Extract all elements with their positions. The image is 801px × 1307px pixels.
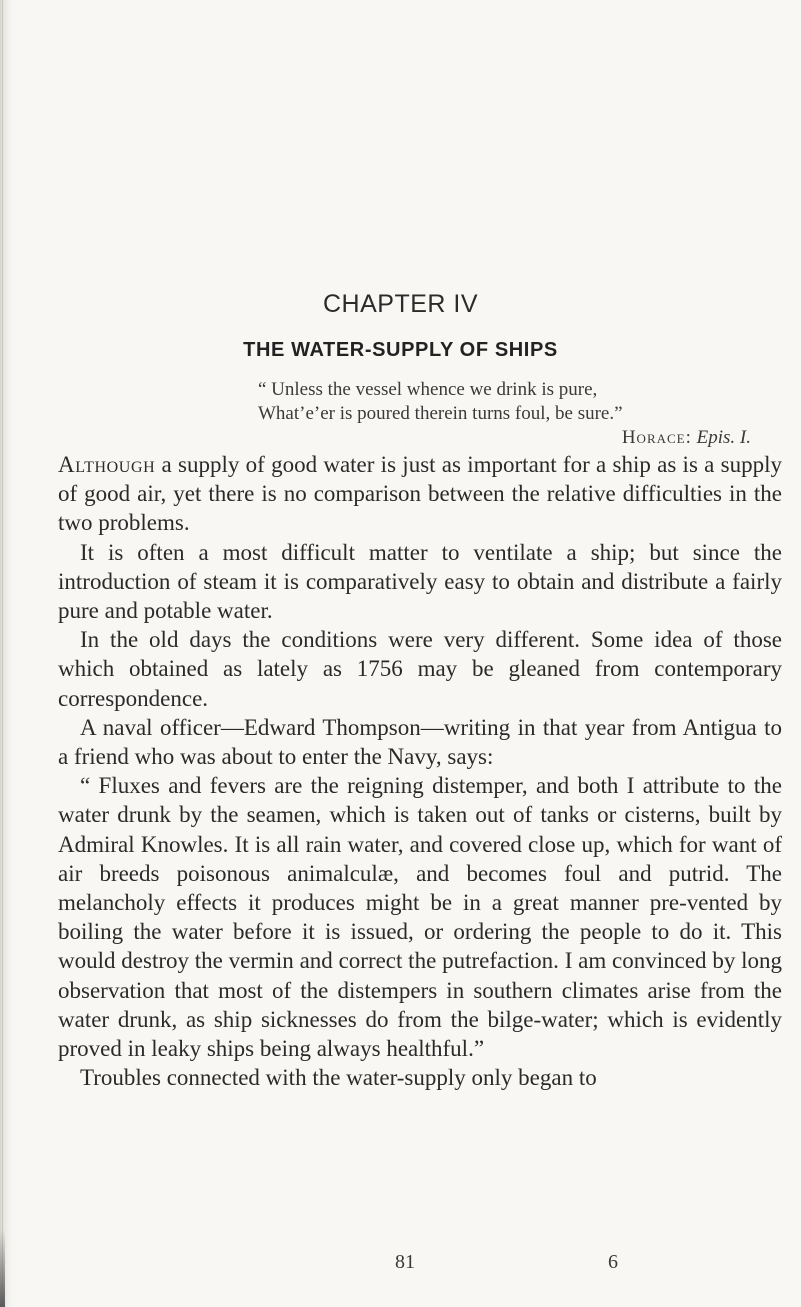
epigraph-attribution [258, 426, 778, 450]
epigraph-work: Epis. I. [696, 427, 751, 448]
paragraph-1 [58, 450, 782, 538]
epigraph-line-1: “ Unless the vessel whence we drink is pure, [258, 379, 598, 400]
paragraph-6: Troubles connected with the water-supply only began to [80, 1065, 597, 1091]
epigraph [258, 378, 778, 450]
binding-shadow-line [2, 0, 3, 1307]
chapter-title: THE WATER-SUPPLY OF SHIPS [243, 339, 558, 361]
chapter-number: CHAPTER IV [322, 290, 479, 318]
paragraph-1-lead-word: Although [58, 452, 156, 477]
paragraph-5-quotation: “ Fluxes and fevers are the reigning distemper, and both I attribute to the water drunk by the seamen, which is taken out of tanks or cisterns, built by Admiral Knowles. It is all rain water, and covered close up, which for want of air breeds poisonous animalculæ, and becomes foul and putrid. The melancholy effects it produces might be in a great manner pre-vented by boiling the water before it is issued, or ordering the people to do it. This would destroy the vermin and correct the putrefaction. I am convinced by long observation that most of the distempers in southern climates arise from the water drunk, as ship sicknesses do from the bilge-water; which is evidently proved in leaky ships being always healthful.” [58, 773, 782, 1062]
epigraph-line-2: What’e’er is poured therein turns foul, be sure.” [258, 403, 623, 424]
chapter-body [58, 450, 782, 1092]
epigraph-author: Horace: [621, 427, 692, 448]
signature-mark: 6 [608, 1251, 618, 1273]
paragraph-4: A naval officer—Edward Thompson—writing in that year from Antigua to a friend who was about to enter the Navy, says: [58, 714, 782, 770]
paragraph-3: In the old days the conditions were very different. Some idea of those which obtained as lately as 1756 may be gleaned from contemporary correspondence. [58, 627, 782, 711]
page-number: 81 [395, 1251, 415, 1273]
paragraph-1-text: a supply of good water is just as important for a ship as is a supply of good air, yet there is no comparison between the relative difficulties in the two problems. [58, 452, 782, 536]
paragraph-2: It is often a most difficult matter to ventilate a ship; but since the introduction of steam it is comparatively easy to obtain and distribute a fairly pure and potable water. [58, 539, 782, 624]
page-footer [0, 1251, 801, 1281]
